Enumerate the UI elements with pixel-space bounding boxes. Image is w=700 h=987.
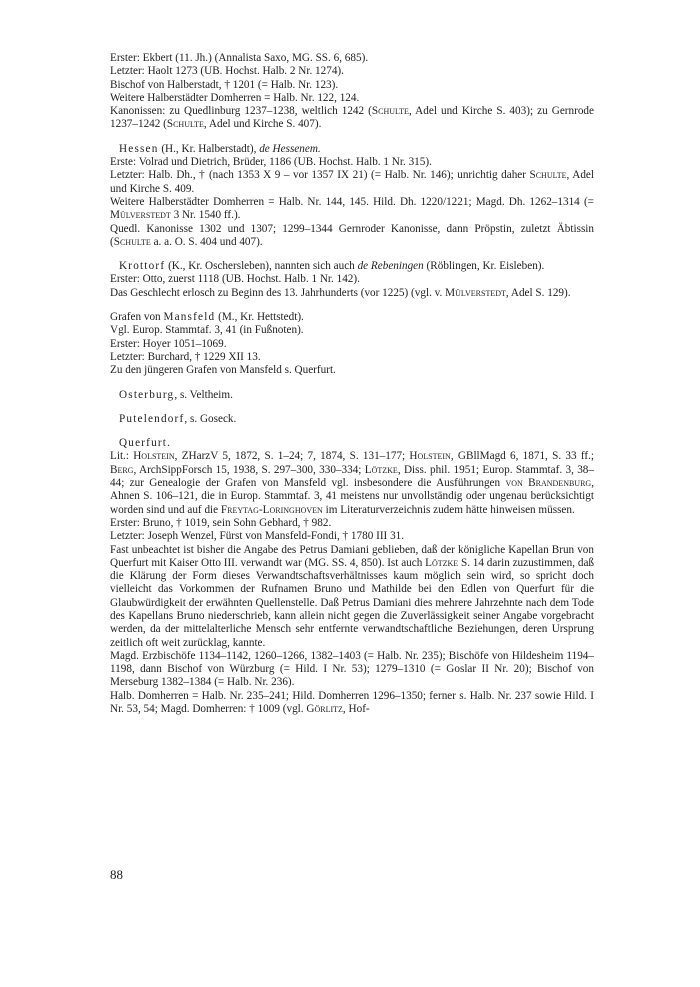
page-number: 88 xyxy=(110,867,123,882)
line: Letzter: Haolt 1273 (UB. Hochst. Halb. 2 Nr. 1274). xyxy=(110,65,344,78)
line: Magd. Erzbischöfe 1134–1142, 1260–1266, 1382–1403 (= Halb. Nr. 235); Bischöfe von Hildesheim 1194–1198, dann Bischof von Würzburg (= Hild. I Nr. 53); 1279–1310 (= Goslar II Nr. 20); Bischof von Merseburg 1382–1384 (= Halb. Nr. 236). xyxy=(110,649,594,689)
line: Erste: Volrad und Dietrich, Brüder, 1186 (UB. Hochst. Halb. 1 Nr. 315). xyxy=(110,156,432,169)
entry-krottorf xyxy=(110,260,594,300)
entry-heading: Grafen von Mansfeld (M., Kr. Hettstedt). xyxy=(110,311,304,324)
entry-querfurt xyxy=(110,437,594,716)
line: Zu den jüngeren Grafen von Mansfeld s. Querfurt. xyxy=(110,364,336,377)
line: Bischof von Halberstadt, † 1201 (= Halb. Nr. 123). xyxy=(110,78,339,91)
line: Letzter: Joseph Wenzel, Fürst von Mansfeld-Fondi, † 1780 III 31. xyxy=(110,530,405,543)
line: Erster: Hoyer 1051–1069. xyxy=(110,337,227,350)
entry-hessen xyxy=(110,143,594,249)
line: Kanonissen: zu Quedlinburg 1237–1238, weltlich 1242 (Schulte, Adel und Kirche S. 403); zu Gernrode 1237–1242 (Schulte, Adel und Kirche S. 407). xyxy=(110,105,594,131)
line: Weitere Halberstädter Domherren = Halb. Nr. 122, 124. xyxy=(110,91,360,104)
line: Letzter: Burchard, † 1229 XII 13. xyxy=(110,350,261,363)
line: Vgl. Europ. Stammtaf. 3, 41 (in Fußnoten). xyxy=(110,324,304,337)
entry-heading: Querfurt. xyxy=(119,437,172,450)
line: Halb. Domherren = Halb. Nr. 235–241; Hild. Domherren 1296–1350; ferner s. Halb. Nr. 237 sowie Hild. I Nr. 53, 54; Magd. Domherren: † 1009 (vgl. Görlitz, Hof- xyxy=(110,689,594,716)
entry-putelendorf xyxy=(110,413,594,426)
line: Das Geschlecht erlosch zu Beginn des 13. Jahrhunderts (vor 1225) (vgl. v. Mülverstedt, Adel S. 129). xyxy=(110,286,571,299)
line: Quedl. Kanonisse 1302 und 1307; 1299–1344 Gernroder Kanonisse, dann Pröpstin, zuletzt Äbtissin (Schulte a. a. O. S. 404 und 407). xyxy=(110,222,594,248)
entry-osterburg xyxy=(110,389,594,402)
entry-heading: Hessen (H., Kr. Halberstadt), de Hessenem. xyxy=(119,142,321,155)
line: Erster: Ekbert (11. Jh.) (Annalista Saxo, MG. SS. 6, 685). xyxy=(110,52,369,64)
line: Weitere Halberstädter Domherren = Halb. Nr. 144, 145. Hild. Dh. 1220/1221; Magd. Dh. 1262–1314 (= Mülverstedt 3 Nr. 1540 ff.). xyxy=(110,195,594,222)
paragraph: Fast unbeachtet ist bisher die Angabe des Petrus Damiani geblieben, daß der königliche Kapellan Brun von Querfurt mit Kaiser Otto III. verwandt war (MG. SS. 4, 850). Ist auch Lötzke S. 14 darin zuzustimmen, daß die Klärung der Form dieses Verwandtschaftsverhältnisses kaum möglich sein wird, so spricht doch vielleicht das Vorkommen der Rufnamen Bruno und Mathilde bei den Edlen von Querfurt für die Glaubwürdigkeit der erwähnten Quellenstelle. Daß Petrus Damiani dies mehrere Jahrzehnte nach dem Tode des Kapellans Bruno niederschrieb, kann allein nicht gegen die Zuverlässigkeit seiner Angabe vorgebracht werden, da der mittelalterliche Mensch sehr entfernte verwandtschaftliche Beziehungen, deren Ursprung zeitlich oft weit zurücklag, kannte. xyxy=(110,543,594,649)
entry-mansfeld xyxy=(110,311,594,377)
line: Erster: Otto, zuerst 1118 (UB. Hochst. Halb. 1 Nr. 142). xyxy=(110,273,360,286)
entry-heading: Putelendorf, s. Goseck. xyxy=(119,412,237,425)
literature: Lit.: Holstein, ZHarzV 5, 1872, S. 1–24; 7, 1874, S. 131–177; Holstein, GBllMagd 6, 1871, S. 33 ff.; Berg, ArchSippForsch 15, 1938, S. 297–300, 330–334; Lötzke, Diss. phil. 1951; Europ. Stammtaf. 3, 38–44; zur Genealogie der Grafen von Mansfeld vgl. insbesondere die Ausführungen von Brandenburg, Ahnen S. 106–121, die in Europ. Stammtaf. 3, 41 meistens nur unvollständig oder ungenau berücksichtigt worden sind und auf die Freytag-Loringhoven im Literaturverzeichnis zudem hätte hinweisen müssen. xyxy=(110,450,594,516)
page-body xyxy=(110,52,594,727)
line: Letzter: Halb. Dh., † (nach 1353 X 9 – vor 1357 IX 21) (= Halb. Nr. 146); unrichtig daher Schulte, Adel und Kirche S. 409. xyxy=(110,169,594,195)
entry-continuation xyxy=(110,52,594,132)
entry-heading: Osterburg, s. Veltheim. xyxy=(119,388,233,401)
line: Erster: Bruno, † 1019, sein Sohn Gebhard, † 982. xyxy=(110,516,332,529)
entry-heading: Krottorf (K., Kr. Oschersleben), nannten sich auch de Rebeningen (Röblingen, Kr. Eisleben). xyxy=(119,260,545,273)
